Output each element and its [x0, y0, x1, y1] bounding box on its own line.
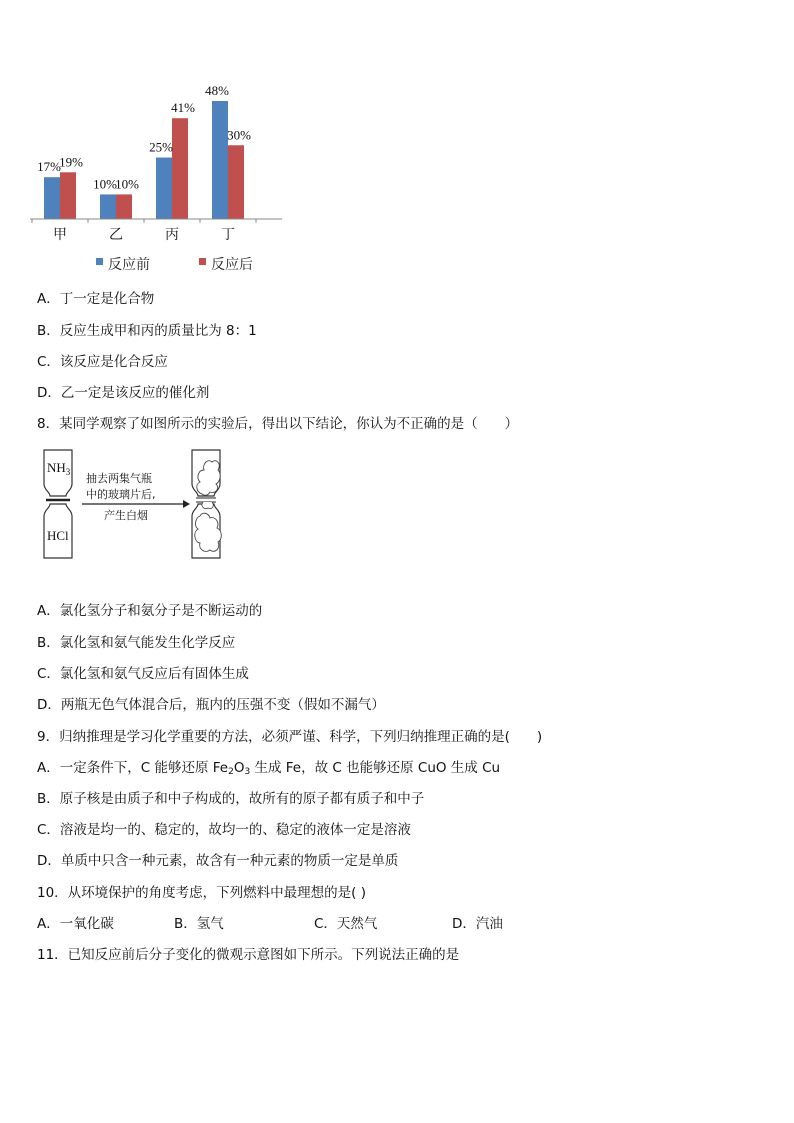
category-label-group	[53, 227, 235, 243]
white-smoke-neck	[202, 502, 213, 509]
q8-option-a: A．氯化氢分子和氨分子是不断运动的	[37, 603, 263, 619]
arrow-head	[183, 500, 190, 508]
bar-after-3	[228, 145, 244, 219]
q8-option-d: D．两瓶无色气体混合后，瓶内的压强不变（假如不漏气）	[37, 697, 385, 713]
q7-option-a: A．丁一定是化合物	[37, 291, 155, 307]
hcl-label: HCl	[47, 528, 69, 543]
bar-before-0	[44, 177, 60, 219]
bar-before-3	[212, 101, 228, 219]
q9-option-c: C．溶液是均一的、稳定的，故均一的、稳定的液体一定是溶液	[37, 822, 411, 838]
q10-option-b: B．氢气	[174, 916, 224, 932]
data-label-before-1: 10%	[93, 176, 117, 192]
legend-label-after: 反应后	[211, 257, 253, 273]
q8-option-b: B．氯化氢和氨气能发生化学反应	[37, 635, 236, 651]
legend-label-before: 反应前	[108, 257, 150, 273]
q10-option-c: C．天然气	[314, 916, 378, 932]
q9-a-text-2: O	[233, 760, 245, 776]
bar-after-1	[116, 194, 132, 219]
q9-a-text-3: 生成 Fe，故 C 也能够还原 CuO 生成 Cu	[250, 760, 501, 776]
q7-option-d: D．乙一定是该反应的催化剂	[37, 385, 210, 401]
chart-legend	[96, 257, 253, 273]
q9-a-sub-1: 2	[228, 767, 234, 777]
bar-before-2	[156, 158, 172, 219]
bar-before-1	[100, 194, 116, 219]
q7-option-c: C．该反应是化合反应	[37, 354, 168, 370]
white-smoke-bottom	[195, 513, 221, 551]
category-label-2: 丙	[165, 227, 179, 243]
arrow-text-line-3: 产生白烟	[104, 509, 148, 522]
data-label-before-0: 17%	[37, 159, 61, 175]
q10-options	[37, 915, 503, 933]
q7-option-b: B．反应生成甲和丙的质量比为 8：1	[37, 323, 257, 339]
q9-option-d: D．单质中只含一种元素，故含有一种元素的物质一定是单质	[37, 853, 399, 869]
q9-a-sub-2: 3	[244, 767, 251, 777]
legend-swatch-after	[199, 258, 206, 265]
data-label-after-2: 41%	[171, 100, 195, 116]
q10-stem: 10．从环境保护的角度考虑，下列燃料中最理想的是( )	[37, 885, 367, 901]
data-label-after-3: 30%	[227, 127, 251, 143]
bar-chart	[30, 80, 300, 280]
q8-stem: 8．某同学观察了如图所示的实验后，得出以下结论，你认为不正确的是（ ）	[37, 416, 519, 432]
q9-option-b: B．原子核是由质子和中子构成的，故所有的原子都有质子和中子	[37, 791, 425, 807]
q11-stem: 11．已知反应前后分子变化的微观示意图如下所示。下列说法正确的是	[37, 947, 460, 963]
category-label-1: 乙	[109, 227, 123, 243]
q9-stem: 9．归纳推理是学习化学重要的方法，必须严谨、科学，下列归纳推理正确的是( )	[37, 729, 543, 745]
gas-bottle-diagram	[40, 446, 240, 562]
data-label-before-2: 25%	[149, 139, 173, 155]
data-label-before-3: 48%	[205, 83, 229, 98]
data-label-after-1: 10%	[115, 176, 139, 192]
white-smoke-top	[197, 461, 220, 496]
data-label-after-0: 19%	[59, 154, 83, 170]
legend-swatch-before	[96, 258, 103, 265]
q9-a-text-1: A．一定条件下，C 能够还原 Fe	[37, 760, 229, 776]
bar-after-2	[172, 118, 188, 219]
q10-option-d: D．汽油	[452, 916, 503, 932]
q8-option-c: C．氯化氢和氨气反应后有固体生成	[37, 666, 249, 682]
nh3-label: $NH_3$	[47, 460, 71, 477]
category-label-3: 丁	[221, 227, 235, 243]
q10-option-a: A．一氧化碳	[37, 916, 114, 932]
bar-after-0	[60, 172, 76, 219]
arrow-text-line-1: 抽去两集气瓶	[86, 472, 152, 485]
arrow-text-line-2: 中的玻璃片后,	[86, 488, 156, 501]
x-axis-ticks	[32, 219, 256, 223]
category-label-0: 甲	[53, 227, 67, 243]
q9-option-a	[37, 759, 500, 777]
